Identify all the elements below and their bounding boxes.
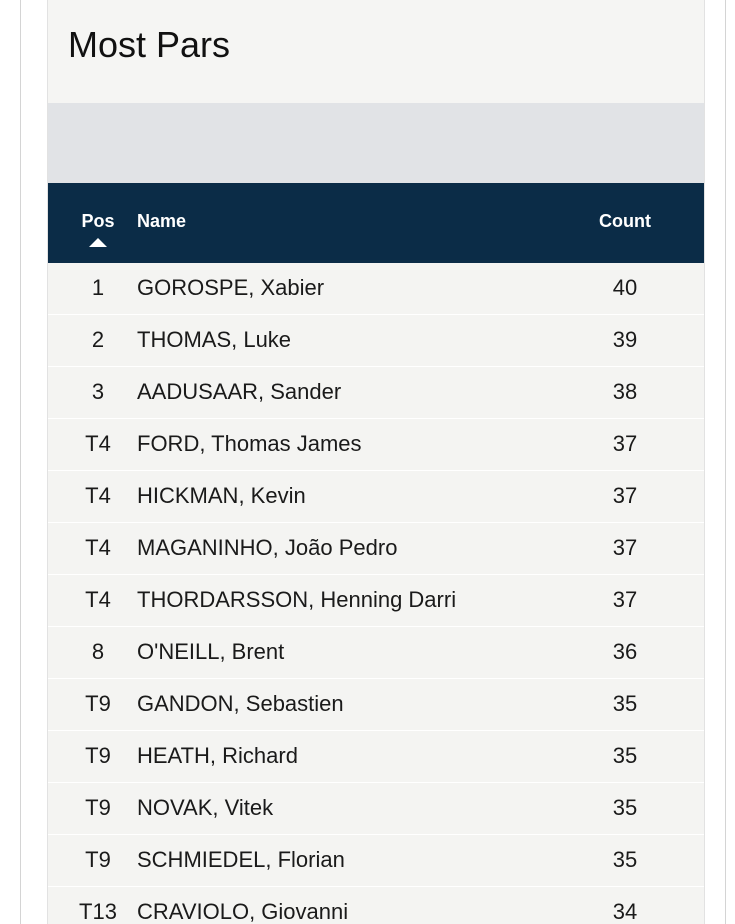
table-row[interactable]	[48, 627, 704, 679]
most-pars-panel	[47, 0, 705, 924]
row-count: 37	[612, 431, 638, 456]
row-position: T4	[85, 587, 111, 612]
row-player-name[interactable]: CRAVIOLO, Giovanni	[137, 899, 349, 924]
row-position: T9	[85, 847, 111, 872]
row-player-name[interactable]: THORDARSSON, Henning Darri	[137, 587, 457, 612]
table-row[interactable]	[48, 315, 704, 367]
leaderboard-rows	[48, 263, 704, 924]
row-player-name[interactable]: AADUSAAR, Sander	[137, 379, 342, 404]
table-row[interactable]	[48, 679, 704, 731]
row-player-name[interactable]: GANDON, Sebastien	[137, 691, 344, 716]
table-row[interactable]	[48, 835, 704, 887]
row-player-name[interactable]: THOMAS, Luke	[137, 327, 292, 352]
column-header-name[interactable]: Name	[137, 211, 187, 231]
page-title: Most Pars	[68, 24, 231, 65]
row-count: 37	[612, 535, 638, 560]
row-player-name[interactable]: SCHMIEDEL, Florian	[137, 847, 345, 872]
row-count: 35	[612, 795, 638, 820]
filter-band	[48, 103, 704, 183]
row-count: 39	[612, 327, 638, 352]
table-row[interactable]	[48, 263, 704, 315]
row-player-name[interactable]: NOVAK, Vitek	[137, 795, 274, 820]
row-position: 1	[91, 275, 105, 300]
row-count: 35	[612, 847, 638, 872]
row-player-name[interactable]: HICKMAN, Kevin	[137, 483, 306, 508]
row-player-name[interactable]: HEATH, Richard	[137, 743, 298, 768]
table-row[interactable]	[48, 471, 704, 523]
row-position: T13	[79, 899, 117, 924]
row-player-name[interactable]: MAGANINHO, João Pedro	[137, 535, 398, 560]
row-count: 35	[612, 743, 638, 768]
row-player-name[interactable]: GOROSPE, Xabier	[137, 275, 325, 300]
row-count: 34	[612, 899, 638, 924]
row-position: 2	[91, 327, 105, 352]
row-count: 37	[612, 483, 638, 508]
row-position: T4	[85, 483, 111, 508]
row-count: 38	[612, 379, 638, 404]
table-row[interactable]	[48, 575, 704, 627]
row-count: 36	[612, 639, 638, 664]
table-header	[48, 183, 704, 263]
row-player-name[interactable]: O'NEILL, Brent	[137, 639, 285, 664]
row-position: T9	[85, 743, 111, 768]
sort-ascending-icon[interactable]	[89, 238, 107, 247]
table-row[interactable]	[48, 783, 704, 835]
row-position: T9	[85, 691, 111, 716]
column-header-count[interactable]: Count	[599, 211, 651, 231]
row-count: 40	[612, 275, 638, 300]
column-header-pos[interactable]: Pos	[81, 211, 115, 231]
table-row[interactable]	[48, 367, 704, 419]
title-area	[48, 0, 704, 103]
table-row[interactable]	[48, 419, 704, 471]
row-position: T4	[85, 535, 111, 560]
row-position: 3	[91, 379, 105, 404]
table-row[interactable]	[48, 731, 704, 783]
row-count: 35	[612, 691, 638, 716]
row-count: 37	[612, 587, 638, 612]
row-position: T4	[85, 431, 111, 456]
row-player-name[interactable]: FORD, Thomas James	[137, 431, 362, 456]
table-row[interactable]	[48, 887, 704, 924]
row-position: T9	[85, 795, 111, 820]
table-row[interactable]	[48, 523, 704, 575]
row-position: 8	[91, 639, 105, 664]
